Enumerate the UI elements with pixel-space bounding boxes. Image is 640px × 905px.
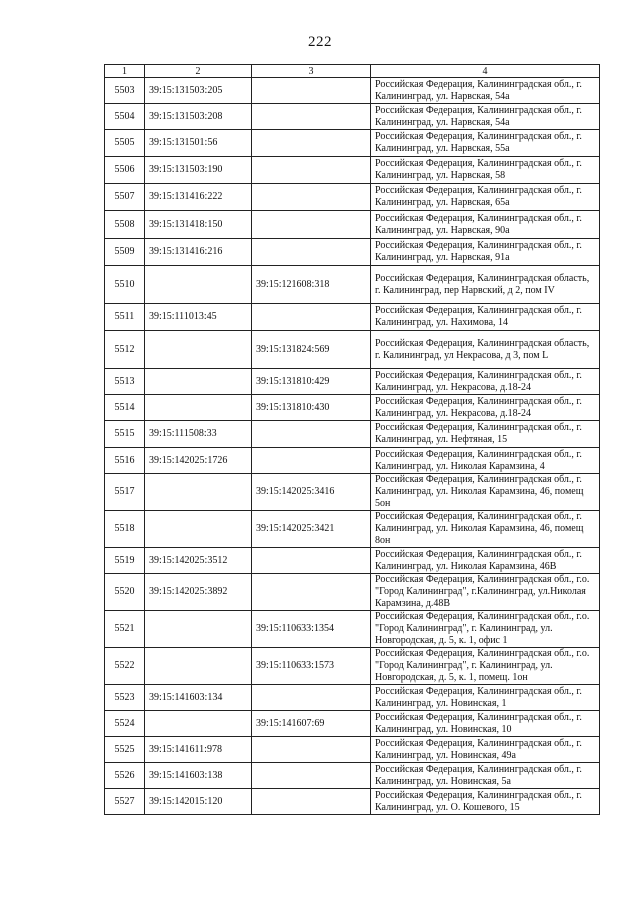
table-row xyxy=(105,239,600,266)
address-cell: Российская Федерация, Калининградская область, г. Калининград, пер Нарвский, д 2, пом IV xyxy=(371,266,600,304)
cadastral-number-alt-cell xyxy=(252,789,371,815)
cadastral-number-alt-cell: 39:15:110633:1573 xyxy=(252,648,371,685)
address-cell: Российская Федерация, Калининградская обл., г. Калининград, ул. Новинская, 10 xyxy=(371,711,600,737)
row-number: 5512 xyxy=(105,331,145,369)
cadastral-number-alt-cell: 39:15:121608:318 xyxy=(252,266,371,304)
row-number: 5522 xyxy=(105,648,145,685)
table-row xyxy=(105,448,600,474)
cadastral-number-cell xyxy=(145,395,252,421)
cadastral-number-cell: 39:15:131416:222 xyxy=(145,184,252,211)
cadastral-number-alt-cell: 39:15:142025:3421 xyxy=(252,511,371,548)
registry-table xyxy=(104,64,600,815)
address-cell: Российская Федерация, Калининградская обл., г.о. "Город Калининград", г. Калининград, ул. Новгородская, д. 5, к. 1, офис 1 xyxy=(371,611,600,648)
address-cell: Российская Федерация, Калининградская обл., г. Калининград, ул. Новинская, 1 xyxy=(371,685,600,711)
cadastral-number-alt-cell xyxy=(252,304,371,331)
address-cell: Российская Федерация, Калининградская обл., г. Калининград, ул. Николая Карамзина, 46, помещ 5он xyxy=(371,474,600,511)
row-number: 5503 xyxy=(105,78,145,104)
cadastral-number-cell xyxy=(145,474,252,511)
column-header: 3 xyxy=(252,65,371,78)
cadastral-number-cell xyxy=(145,331,252,369)
cadastral-number-alt-cell xyxy=(252,421,371,448)
cadastral-number-cell: 39:15:142025:3892 xyxy=(145,574,252,611)
table-row xyxy=(105,611,600,648)
row-number: 5510 xyxy=(105,266,145,304)
address-cell: Российская Федерация, Калининградская обл., г. Калининград, ул. Николая Карамзина, 46, помещ 8он xyxy=(371,511,600,548)
address-cell: Российская Федерация, Калининградская обл., г. Калининград, ул. Нарвская, 65а xyxy=(371,184,600,211)
address-cell: Российская Федерация, Калининградская обл., г. Калининград, ул. Некрасова, д.18-24 xyxy=(371,395,600,421)
address-cell: Российская Федерация, Калининградская обл., г. Калининград, ул. Нахимова, 14 xyxy=(371,304,600,331)
cadastral-number-cell: 39:15:141603:138 xyxy=(145,763,252,789)
table-row xyxy=(105,421,600,448)
cadastral-number-cell: 39:15:142015:120 xyxy=(145,789,252,815)
row-number: 5508 xyxy=(105,211,145,239)
address-cell: Российская Федерация, Калининградская обл., г. Калининград, ул. Нарвская, 58 xyxy=(371,157,600,184)
column-header: 4 xyxy=(371,65,600,78)
table-body xyxy=(105,78,600,815)
row-number: 5518 xyxy=(105,511,145,548)
address-cell: Российская Федерация, Калининградская область, г. Калининград, ул Некрасова, д 3, пом L xyxy=(371,331,600,369)
table-row xyxy=(105,548,600,574)
row-number: 5516 xyxy=(105,448,145,474)
address-cell: Российская Федерация, Калининградская обл., г. Калининград, ул. Нарвская, 55а xyxy=(371,130,600,157)
cadastral-number-cell xyxy=(145,511,252,548)
table-row xyxy=(105,304,600,331)
address-cell: Российская Федерация, Калининградская обл., г. Калининград, ул. Нефтяная, 15 xyxy=(371,421,600,448)
row-number: 5521 xyxy=(105,611,145,648)
address-cell: Российская Федерация, Калининградская обл., г. Калининград, ул. Новинская, 49а xyxy=(371,737,600,763)
cadastral-number-cell: 39:15:131501:56 xyxy=(145,130,252,157)
table-row xyxy=(105,474,600,511)
table-row xyxy=(105,104,600,130)
table-header-row xyxy=(105,65,600,78)
cadastral-number-alt-cell xyxy=(252,211,371,239)
cadastral-number-alt-cell xyxy=(252,574,371,611)
row-number: 5507 xyxy=(105,184,145,211)
table-row xyxy=(105,574,600,611)
cadastral-number-alt-cell xyxy=(252,104,371,130)
table-row xyxy=(105,78,600,104)
row-number: 5523 xyxy=(105,685,145,711)
cadastral-number-alt-cell xyxy=(252,239,371,266)
table-row xyxy=(105,184,600,211)
cadastral-number-cell: 39:15:131416:216 xyxy=(145,239,252,266)
address-cell: Российская Федерация, Калининградская обл., г. Калининград, ул. Нарвская, 91а xyxy=(371,239,600,266)
cadastral-number-cell: 39:15:141611:978 xyxy=(145,737,252,763)
address-cell: Российская Федерация, Калининградская обл., г. Калининград, ул. Нарвская, 54а xyxy=(371,104,600,130)
table-row xyxy=(105,211,600,239)
cadastral-number-cell: 39:15:111508:33 xyxy=(145,421,252,448)
address-cell: Российская Федерация, Калининградская обл., г.о. "Город Калининград", г.Калининград, ул.Николая Карамзина, д.48В xyxy=(371,574,600,611)
row-number: 5506 xyxy=(105,157,145,184)
address-cell: Российская Федерация, Калининградская обл., г.о. "Город Калининград", г. Калининград, ул. Новгородская, д. 5, к. 1, помещ. 1он xyxy=(371,648,600,685)
row-number: 5524 xyxy=(105,711,145,737)
page-number: 222 xyxy=(308,34,332,50)
table-row xyxy=(105,685,600,711)
address-cell: Российская Федерация, Калининградская обл., г. Калининград, ул. Новинская, 5а xyxy=(371,763,600,789)
cadastral-number-alt-cell xyxy=(252,685,371,711)
address-cell: Российская Федерация, Калининградская обл., г. Калининград, ул. О. Кошевого, 15 xyxy=(371,789,600,815)
table-row xyxy=(105,331,600,369)
cadastral-number-alt-cell xyxy=(252,448,371,474)
table-row xyxy=(105,648,600,685)
table-row xyxy=(105,266,600,304)
cadastral-number-alt-cell: 39:15:141607:69 xyxy=(252,711,371,737)
row-number: 5520 xyxy=(105,574,145,611)
cadastral-number-cell xyxy=(145,711,252,737)
cadastral-number-cell xyxy=(145,369,252,395)
table-row xyxy=(105,157,600,184)
cadastral-number-cell xyxy=(145,611,252,648)
row-number: 5525 xyxy=(105,737,145,763)
cadastral-number-alt-cell: 39:15:131810:430 xyxy=(252,395,371,421)
cadastral-number-cell: 39:15:131418:150 xyxy=(145,211,252,239)
row-number: 5509 xyxy=(105,239,145,266)
cadastral-number-cell: 39:15:142025:3512 xyxy=(145,548,252,574)
cadastral-number-alt-cell xyxy=(252,184,371,211)
cadastral-number-alt-cell xyxy=(252,763,371,789)
cadastral-number-cell xyxy=(145,266,252,304)
table-row xyxy=(105,789,600,815)
table-row xyxy=(105,511,600,548)
row-number: 5514 xyxy=(105,395,145,421)
address-cell: Российская Федерация, Калининградская обл., г. Калининград, ул. Николая Карамзина, 4 xyxy=(371,448,600,474)
cadastral-number-alt-cell xyxy=(252,130,371,157)
row-number: 5515 xyxy=(105,421,145,448)
cadastral-number-cell: 39:15:131503:190 xyxy=(145,157,252,184)
cadastral-number-cell xyxy=(145,648,252,685)
row-number: 5527 xyxy=(105,789,145,815)
cadastral-number-cell: 39:15:111013:45 xyxy=(145,304,252,331)
cadastral-number-alt-cell xyxy=(252,157,371,184)
table-row xyxy=(105,369,600,395)
column-header: 1 xyxy=(105,65,145,78)
cadastral-number-cell: 39:15:131503:205 xyxy=(145,78,252,104)
table-row xyxy=(105,737,600,763)
row-number: 5519 xyxy=(105,548,145,574)
table-row xyxy=(105,395,600,421)
cadastral-number-cell: 39:15:141603:134 xyxy=(145,685,252,711)
address-cell: Российская Федерация, Калининградская обл., г. Калининград, ул. Нарвская, 90а xyxy=(371,211,600,239)
table-row xyxy=(105,711,600,737)
row-number: 5505 xyxy=(105,130,145,157)
cadastral-number-alt-cell: 39:15:142025:3416 xyxy=(252,474,371,511)
row-number: 5511 xyxy=(105,304,145,331)
address-cell: Российская Федерация, Калининградская обл., г. Калининград, ул. Некрасова, д.18-24 xyxy=(371,369,600,395)
cadastral-number-alt-cell: 39:15:131824:569 xyxy=(252,331,371,369)
row-number: 5513 xyxy=(105,369,145,395)
cadastral-number-alt-cell: 39:15:131810:429 xyxy=(252,369,371,395)
column-header: 2 xyxy=(145,65,252,78)
cadastral-number-cell: 39:15:131503:208 xyxy=(145,104,252,130)
row-number: 5517 xyxy=(105,474,145,511)
cadastral-number-cell: 39:15:142025:1726 xyxy=(145,448,252,474)
row-number: 5504 xyxy=(105,104,145,130)
table-row xyxy=(105,763,600,789)
cadastral-number-alt-cell xyxy=(252,737,371,763)
cadastral-number-alt-cell xyxy=(252,78,371,104)
row-number: 5526 xyxy=(105,763,145,789)
table-row xyxy=(105,130,600,157)
address-cell: Российская Федерация, Калининградская обл., г. Калининград, ул. Николая Карамзина, 46В xyxy=(371,548,600,574)
cadastral-number-alt-cell: 39:15:110633:1354 xyxy=(252,611,371,648)
address-cell: Российская Федерация, Калининградская обл., г. Калининград, ул. Нарвская, 54а xyxy=(371,78,600,104)
cadastral-number-alt-cell xyxy=(252,548,371,574)
